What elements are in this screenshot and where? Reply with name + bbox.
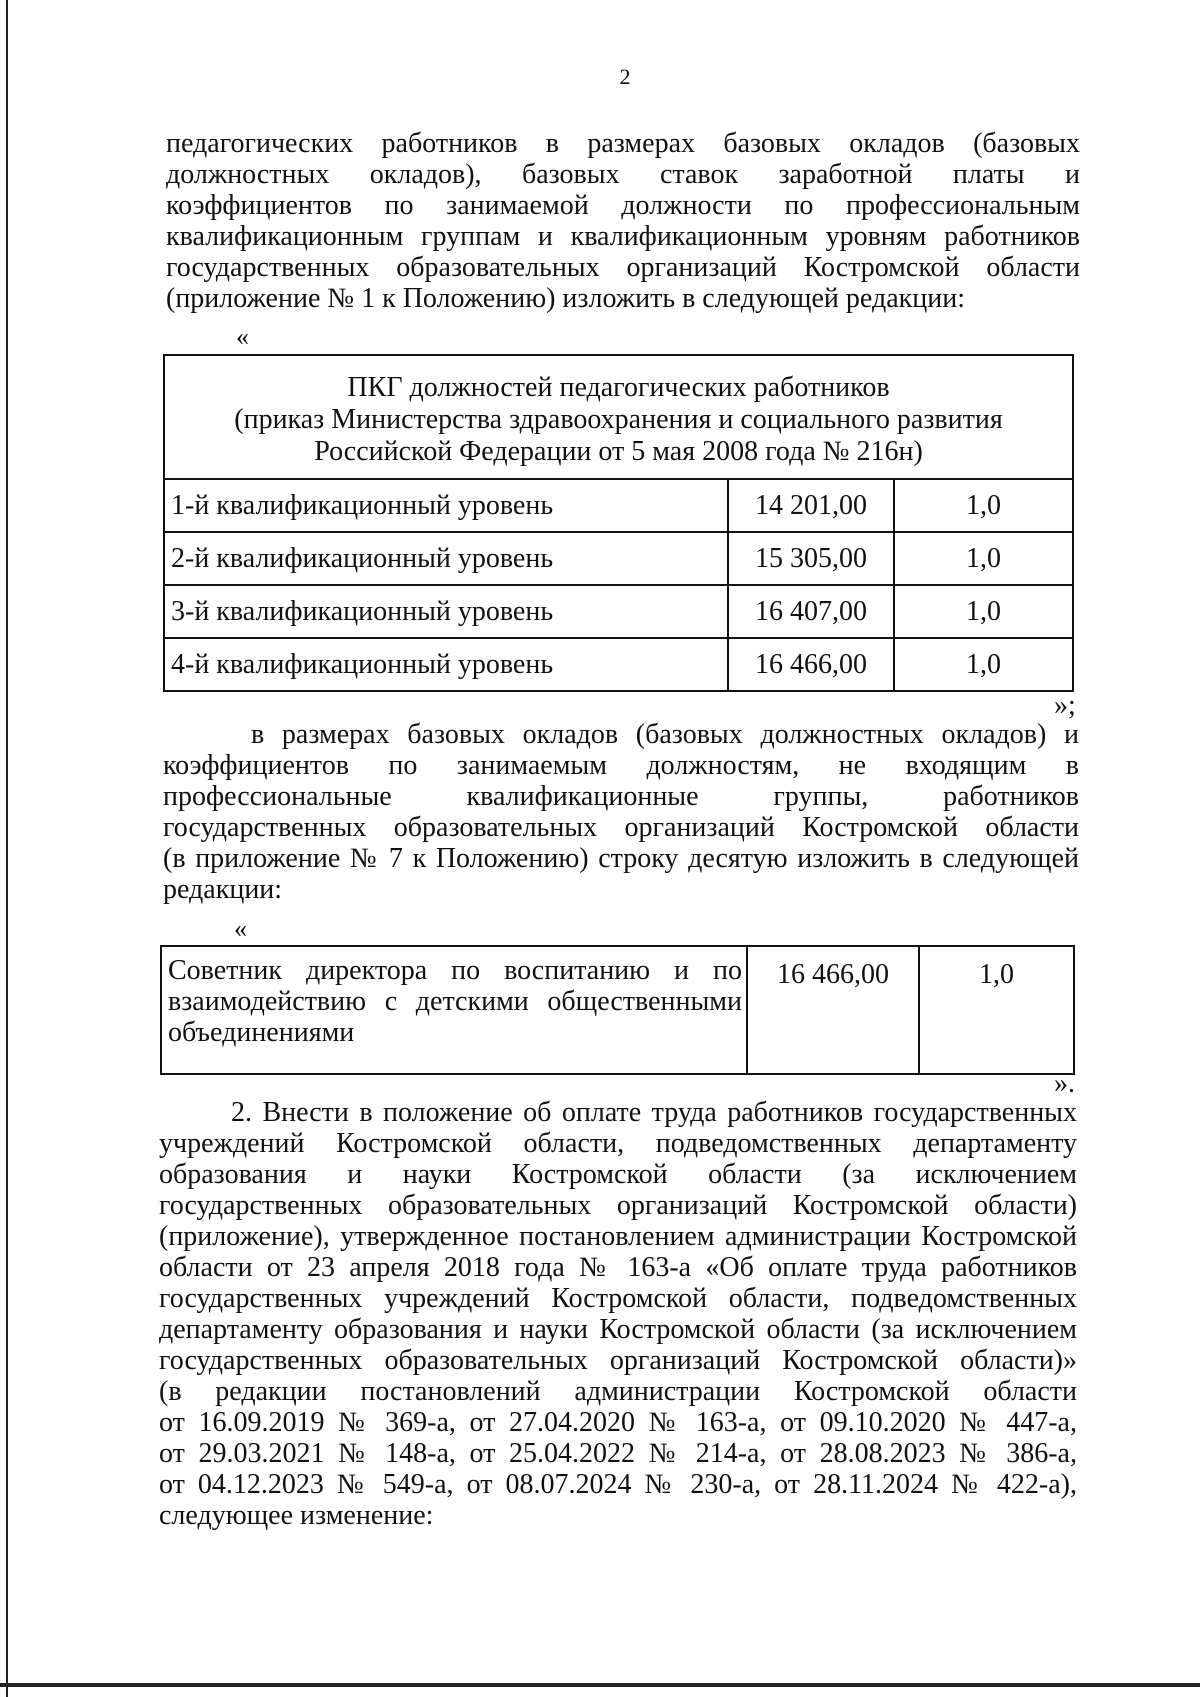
text-line: учреждений Костромской области, подведомственных департаменту bbox=[159, 1128, 1077, 1159]
coef-cell: 1,0 bbox=[894, 479, 1073, 532]
text-line: Советник директора по воспитанию и по bbox=[168, 955, 742, 986]
text-line: от 29.03.2021 № 148-а, от 25.04.2022 № 214-а, от 28.08.2023 № 386-а, bbox=[159, 1438, 1077, 1469]
quote-close-mark: »; bbox=[1054, 690, 1076, 721]
paragraph-item-2 bbox=[159, 1097, 1077, 1531]
salary-cell: 15 305,00 bbox=[728, 532, 894, 585]
level-cell: 4-й квалификационный уровень bbox=[164, 638, 728, 691]
text-line: государственных образовательных организаций Костромской области) bbox=[159, 1190, 1077, 1221]
text-line: квалификационным группам и квалификационным уровням работников bbox=[166, 221, 1080, 252]
header-line: ПКГ должностей педагогических работников bbox=[347, 372, 890, 403]
level-cell: 3-й квалификационный уровень bbox=[164, 585, 728, 638]
salary-cell: 16 407,00 bbox=[728, 585, 894, 638]
text-line: (приложение № 1 к Положению) изложить в следующей редакции: bbox=[166, 283, 965, 314]
salary-table-advisor bbox=[160, 945, 1075, 1075]
text-line: государственных образовательных организаций Костромской области bbox=[166, 252, 1080, 283]
quote-close-mark: ». bbox=[1054, 1068, 1075, 1099]
text-line: 2. Внести в положение об оплате труда работников государственных bbox=[231, 1097, 1077, 1128]
text-line: образования и науки Костромской области (за исключением bbox=[159, 1159, 1077, 1190]
level-cell: 2-й квалификационный уровень bbox=[164, 532, 728, 585]
text-line: (в редакции постановлений администрации Костромской области bbox=[159, 1376, 1077, 1407]
table-row bbox=[164, 638, 1073, 691]
salary-cell: 16 466,00 bbox=[747, 946, 919, 1074]
header-line: Российской Федерации от 5 мая 2008 года № 216н) bbox=[314, 436, 923, 467]
text-line: коэффициентов по занимаемой должности по профессиональным bbox=[166, 190, 1080, 221]
table-row bbox=[164, 585, 1073, 638]
table-row bbox=[164, 532, 1073, 585]
text-line: государственных образовательных организаций Костромской области)» bbox=[159, 1345, 1077, 1376]
text-line: государственных образовательных организаций Костромской области bbox=[163, 812, 1079, 843]
coef-cell: 1,0 bbox=[894, 532, 1073, 585]
coef-cell: 1,0 bbox=[894, 585, 1073, 638]
text-line: объединениями bbox=[168, 1017, 355, 1048]
position-cell bbox=[161, 946, 747, 1074]
text-line: (в приложение № 7 к Положению) строку десятую изложить в следующей bbox=[163, 843, 1079, 874]
salary-cell: 14 201,00 bbox=[728, 479, 894, 532]
table-row bbox=[164, 479, 1073, 532]
text-line: государственных учреждений Костромской области, подведомственных bbox=[159, 1283, 1077, 1314]
table-row bbox=[161, 946, 1074, 1074]
coef-cell: 1,0 bbox=[894, 638, 1073, 691]
salary-table-pkg bbox=[163, 354, 1074, 692]
page-left-edge bbox=[6, 0, 8, 1697]
text-line: профессиональные квалификационные группы, работников bbox=[163, 781, 1079, 812]
text-line: следующее изменение: bbox=[159, 1500, 434, 1531]
text-line: коэффициентов по занимаемым должностям, не входящим в bbox=[163, 750, 1079, 781]
salary-cell: 16 466,00 bbox=[728, 638, 894, 691]
text-line: от 16.09.2019 № 369-а, от 27.04.2020 № 163-а, от 09.10.2020 № 447-а, bbox=[159, 1407, 1077, 1438]
page-bottom-edge bbox=[0, 1683, 1200, 1687]
text-line: области от 23 апреля 2018 года № 163-а «Об оплате труда работников bbox=[159, 1252, 1077, 1283]
text-line: в размерах базовых окладов (базовых должностных окладов) и bbox=[251, 719, 1079, 750]
page-number: 2 bbox=[619, 64, 631, 89]
text-line: должностных окладов), базовых ставок заработной платы и bbox=[166, 159, 1080, 190]
header-line: (приказ Министерства здравоохранения и социального развития bbox=[234, 404, 1003, 435]
text-line: взаимодействию с детскими общественными bbox=[168, 986, 742, 1017]
text-line: педагогических работников в размерах базовых окладов (базовых bbox=[166, 128, 1080, 159]
quote-open-mark: « bbox=[236, 322, 249, 351]
text-line: от 04.12.2023 № 549-а, от 08.07.2024 № 230-а, от 28.11.2024 № 422-а), bbox=[159, 1469, 1077, 1500]
quote-open-mark: « bbox=[234, 914, 247, 943]
coef-cell: 1,0 bbox=[919, 946, 1074, 1074]
paragraph-other-positions bbox=[163, 719, 1079, 905]
level-cell: 1-й квалификационный уровень bbox=[164, 479, 728, 532]
text-line: департаменту образования и науки Костромской области (за исключением bbox=[159, 1314, 1077, 1345]
text-line: редакции: bbox=[163, 874, 283, 905]
paragraph-intro bbox=[166, 128, 1080, 314]
text-line: (приложение), утвержденное постановлением администрации Костромской bbox=[159, 1221, 1077, 1252]
table-header bbox=[164, 355, 1073, 479]
